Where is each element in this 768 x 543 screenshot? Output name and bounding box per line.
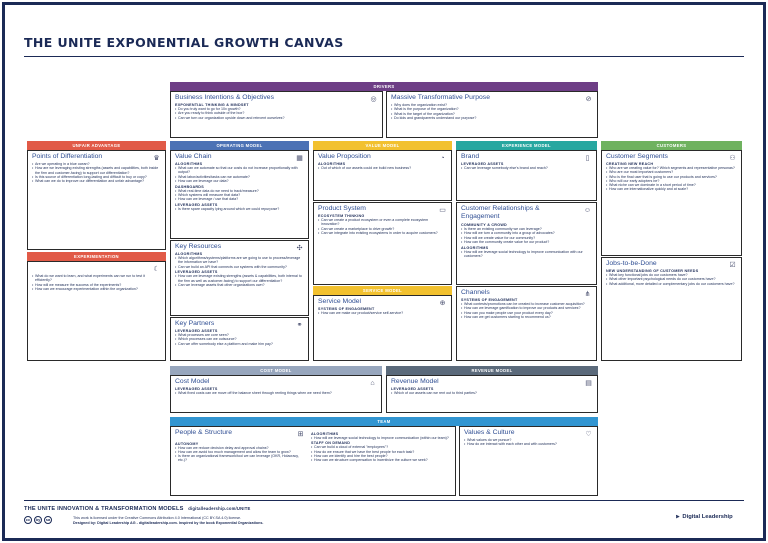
service-model-sub: SYSTEMS OF ENGAGEMENT [318, 307, 375, 311]
tag-icon: ⌂ [370, 380, 375, 387]
list-item: • How can we leverage existing strengths (assets & capabilities, both internal to the firm as well as customer-facing) to support our differentiation? [175, 274, 304, 283]
crown-icon: ♛ [153, 155, 160, 162]
points-of-differentiation-list [32, 162, 161, 183]
list-item: • What do we want to learn, and what experiments can we run to test it efficiently? [32, 274, 161, 283]
customer-segments-title: Customer Segments [606, 153, 668, 160]
channels-title: Channels [461, 289, 490, 296]
jobs-to-be-done-sub: NEW UNDERSTANDING OF CUSTOMER NEEDS [606, 269, 699, 273]
jobs-to-be-done-cell [601, 257, 742, 361]
list-item: • How will we leverage social technology to improve communication with our customers? [461, 250, 592, 259]
list-item: • What processes are core seen? [175, 333, 304, 337]
revenue-model-sub: LEVERAGED ASSETS [391, 387, 434, 391]
bookmark-icon: ▯ [585, 155, 590, 162]
key-partners-cell [170, 317, 309, 361]
list-item: • What values do we pursue? [464, 438, 593, 442]
list-item: • Can we turn our organization upside down and reinvent ourselves? [175, 116, 378, 120]
list-item: • Can we create a product ecosystem or even a complete ecosystem innovation? [318, 218, 447, 227]
key-resources-cell [170, 240, 309, 316]
page-title: THE UNITE EXPONENTIAL GROWTH CANVAS [24, 35, 344, 50]
list-item: • How can we leverage our data? [175, 179, 304, 183]
monitor-icon: ▭ [439, 207, 446, 214]
list-item: • How will we turn a community into a group of advocates? [461, 231, 592, 235]
cost-model-sub: LEVERAGED ASSETS [175, 387, 218, 391]
people-middle-sub-staff: STAFF ON DEMAND [311, 441, 351, 446]
band-drivers: DRIVERS [170, 82, 598, 91]
list-item: • Which of our assets can we rent out to third parties? [391, 391, 593, 395]
values-culture-list [464, 438, 593, 447]
people-structure-sub-autonomy: AUTONOMY [175, 441, 199, 446]
sa-icon: sa [45, 517, 51, 522]
compass-icon: ⊘ [585, 96, 592, 103]
list-item: • Do kids and grandparents understand our purpose? [391, 116, 593, 120]
handshake-icon: ⚭ [296, 322, 303, 329]
credit-line: Designed by: Digital Leadership AG - digitalleadership.com. Inspired by the book Exponential Organizations. [73, 521, 264, 525]
list-item: • How can we get customers starting to recommend us? [461, 315, 592, 319]
brand-list [461, 166, 592, 170]
value-proposition-sub: ALGORITHMS [318, 162, 346, 166]
list-item: • How can we leverage / use that data? [175, 197, 304, 201]
list-item: • What key functional jobs do our customers have? [606, 273, 737, 277]
cc-icon: cc [25, 517, 31, 522]
list-item: • How can we structure compensation to incentivize the culture we seek? [311, 458, 453, 462]
network-icon: ⋔ [584, 291, 591, 298]
org-chart-icon: ⊞ [297, 431, 304, 438]
service-model-list [318, 311, 447, 315]
brand-mark-icon: ⫸ [676, 514, 680, 520]
band-customers: CUSTOMERS [601, 141, 742, 150]
mtp-list [391, 103, 593, 120]
list-item: • How do we ensure that we have the best people for each task? [311, 450, 453, 454]
list-item: • How can you make people use your product every day? [461, 311, 592, 315]
customer-relationships-sub-community: COMMUNITY & CROWD [461, 223, 507, 227]
band-operating-model: OPERATING MODEL [170, 141, 309, 150]
value-proposition-title: Value Proposition [318, 153, 371, 160]
band-cost-model: COST MODEL [170, 366, 382, 375]
band-unfair-advantage: UNFAIR ADVANTAGE [27, 141, 166, 150]
revenue-model-cell [386, 375, 598, 413]
people-structure-cell [170, 426, 456, 496]
customer-relationships-title: Customer Relationships & Engagement [461, 205, 540, 220]
key-resources-list-1 [175, 256, 304, 269]
people-middle-sub-algorithms: ALGORITHMS [311, 431, 339, 436]
license-text [73, 516, 263, 526]
people-structure-list [175, 446, 307, 463]
smiley-icon: ☺ [583, 207, 592, 214]
value-proposition-cell [313, 150, 452, 201]
money-icon: ▤ [585, 380, 592, 387]
value-chain-cell [170, 150, 309, 239]
brand-logo [676, 514, 733, 521]
customer-relationships-list-1 [461, 227, 592, 244]
list-item: • Can we build an API that connects our systems with the community? [175, 265, 304, 269]
list-item: • Is this source of differentiation long-lasting and difficult to buy or copy? [32, 175, 161, 179]
list-item: • What contests/promotions can be created to increase customer acquisition? [461, 302, 592, 306]
cost-model-cell [170, 375, 382, 413]
value-chain-sub-algorithms: ALGORITHMS [175, 162, 203, 166]
value-chain-list-2 [175, 189, 304, 202]
cc-icons [24, 516, 52, 524]
key-resources-sub-leveraged: LEVERAGED ASSETS [175, 270, 218, 275]
moon-icon: ☾ [153, 266, 160, 273]
list-item: • How can we make our product/service self-service? [318, 311, 447, 315]
points-of-differentiation-cell [27, 150, 166, 250]
value-chain-title: Value Chain [175, 153, 212, 160]
customer-relationships-sub-algorithms: ALGORITHMS [461, 245, 489, 250]
key-resources-list-2 [175, 274, 304, 287]
list-item: • How are we leveraging existing strengths (assets and capabilities, both inside the firm and customer-facing) to support our differentiation? [32, 166, 161, 175]
mtp-cell [386, 91, 598, 138]
list-item: • Who is the final user that is going to use our products and services? [606, 175, 737, 179]
jobs-to-be-done-title: Jobs-to-be-Done [606, 260, 657, 267]
list-item: • How can we identify and hire the best people? [311, 454, 453, 458]
list-item: • Out of which of our assets could we build new business? [318, 166, 447, 170]
key-partners-sub: LEVERAGED ASSETS [175, 329, 218, 333]
value-chain-list-1 [175, 166, 304, 183]
list-item: • What other important psychological needs do our customers have? [606, 277, 737, 281]
brand-name: Digital Leadership [682, 514, 733, 520]
list-item: • What is the target of the organization? [391, 112, 593, 116]
list-item: • How will we create value for our community? [461, 236, 592, 240]
band-experimentation: EXPERIMENTATION [27, 252, 166, 261]
list-item: • How will we measure the success of the experiments? [32, 283, 161, 287]
list-item: • Can we leverage assets that other organizations own? [175, 283, 304, 287]
band-team: TEAM [170, 417, 598, 426]
list-item: • What real-time data do we need to track/measure? [175, 189, 304, 193]
title-divider [24, 56, 744, 57]
list-item: • How can we avoid too much management and allow the team to grow? [175, 450, 307, 454]
customer-segments-cell [601, 150, 742, 256]
puzzle-icon: ✣ [296, 245, 303, 252]
mtp-title: Massive Transformative Purpose [391, 94, 490, 101]
gauge-icon: ◔ [440, 155, 445, 162]
footer-title-text: THE UNITE INNOVATION & TRANSFORMATION MODELS [24, 506, 184, 512]
list-item: • What is the purpose of the organization? [391, 107, 593, 111]
band-service-model: SERVICE MODEL [313, 286, 452, 295]
list-item: • How can we reduce decision delay and approval chains? [175, 446, 307, 450]
list-item: • What niche can we dominate in a short period of time? [606, 183, 737, 187]
list-item: • Is there an organizational framework/tool we can leverage (OKR, Holacracy, etc.)? [175, 454, 307, 463]
service-model-title: Service Model [318, 298, 362, 305]
product-system-sub: ECOSYSTEM THINKING [318, 214, 365, 218]
list-item: • Are we operating in a blue ocean? [32, 162, 161, 166]
list-item: • What additional, more detailed or complementary jobs do our customers have? [606, 282, 737, 286]
list-item: • How can we encourage experimentation within the organization? [32, 287, 161, 291]
list-item: • How do we interact with each other and with customers? [464, 442, 593, 446]
business-intentions-cell [170, 91, 383, 138]
business-intentions-title: Business Intentions & Objectives [175, 94, 274, 101]
list-item: • Can we leverage somebody else's brand and reach? [461, 166, 592, 170]
footer-url[interactable]: digitalleadership.com/UNITE [188, 506, 251, 511]
channels-sub: SYSTEMS OF ENGAGEMENT [461, 298, 518, 302]
channels-list [461, 302, 592, 319]
customer-relationships-list-2 [461, 250, 592, 259]
band-experience-model: EXPERIENCE MODEL [456, 141, 597, 150]
people-structure-title: People & Structure [175, 429, 233, 436]
list-item: • What fixed costs can we move off the balance sheet through renting things when we need them? [175, 391, 377, 395]
list-item: • Is there an existing community we can leverage? [461, 227, 592, 231]
product-system-cell [313, 202, 452, 285]
key-partners-list [175, 333, 304, 346]
list-item: • Can we build a cloud of external "employees"? [311, 445, 453, 449]
list-item: • Can we create a marketplace to drive growth? [318, 227, 447, 231]
list-item: • Who will our early adopters be? [606, 179, 737, 183]
list-item: • What can we automate so that our costs do not increase proportionally with output? [175, 166, 304, 175]
list-item: • Can we integrate into existing ecosystems in order to acquire customers? [318, 231, 447, 235]
brand-cell [456, 150, 597, 201]
value-chain-sub-leveraged: LEVERAGED ASSETS [175, 203, 218, 208]
people-icon: ⚇ [729, 155, 736, 162]
customer-segments-sub: CREATING NEW REACH [606, 162, 654, 166]
product-system-title: Product System [318, 205, 366, 212]
service-model-cell [313, 295, 452, 361]
list-item: • Do you truly want to go for 10x growth? [175, 107, 378, 111]
globe-icon: ⊕ [439, 300, 446, 307]
list-item: • How will we leverage social technology to improve communication (within our team)? [311, 436, 453, 440]
experimentation-cell [27, 261, 166, 361]
list-item: • How can we leverage gamification to improve our products and services? [461, 306, 592, 310]
list-item: • Can we offer somebody else a platform and make him pay? [175, 342, 304, 346]
people-middle-list-2 [311, 445, 453, 462]
target-icon: ◎ [370, 96, 377, 103]
list-item: • How can we internationalize quickly and at scale? [606, 187, 737, 191]
heart-icon: ♡ [585, 431, 592, 438]
values-culture-title: Values & Culture [464, 429, 515, 436]
list-item: • Why does the organization exist? [391, 103, 593, 107]
key-resources-title: Key Resources [175, 243, 222, 250]
points-of-differentiation-title: Points of Differentiation [32, 153, 103, 160]
list-item: • What can we do to improve our differentiation and unfair advantage? [32, 179, 161, 183]
product-system-list [318, 218, 447, 235]
jobs-to-be-done-list [606, 273, 737, 286]
band-value-model: VALUE MODEL [313, 141, 452, 150]
values-culture-cell [459, 426, 598, 496]
revenue-model-list [391, 391, 593, 395]
list-item: • Who are our most important customers? [606, 170, 737, 174]
cost-model-list [175, 391, 377, 395]
value-chain-list-3 [175, 207, 304, 211]
key-resources-sub-algorithms: ALGORITHMS [175, 252, 203, 256]
experimentation-list [32, 274, 161, 291]
footer-divider [24, 500, 744, 501]
cost-model-title: Cost Model [175, 378, 210, 385]
brand-sub: LEVERAGED ASSETS [461, 162, 504, 166]
license-line: This work is licensed under the Creative Commons Attribution 4.0 International (CC BY-SA 4.0) license. [73, 516, 242, 520]
customer-relationships-cell [456, 202, 597, 285]
customer-segments-list [606, 166, 737, 192]
list-item: • Which processes can we outsource? [175, 337, 304, 341]
list-item: • Who are we creating value for? Which segments and representative personas? [606, 166, 737, 170]
brand-title: Brand [461, 153, 480, 160]
list-item: • Are you ready to think outside of the box? [175, 111, 378, 115]
revenue-model-title: Revenue Model [391, 378, 439, 385]
channels-cell [456, 286, 597, 361]
list-item: • Which systems will measure that data? [175, 193, 304, 197]
band-revenue-model: REVENUE MODEL [386, 366, 598, 375]
footer-title [24, 506, 250, 512]
list-item: • Is there spare capacity lying around which we could repurpose? [175, 207, 304, 211]
business-intentions-list [175, 107, 378, 120]
checklist-icon: ☑ [729, 262, 736, 269]
by-icon: by [35, 517, 41, 522]
value-chain-sub-dashboards: DASHBOARDS [175, 184, 204, 189]
list-item: • How can the community create value for our product? [461, 240, 592, 244]
grid-icon: ▦ [296, 155, 303, 162]
people-middle-list-1 [311, 436, 453, 440]
list-item: • What labor/activities/tasks can we automate? [175, 175, 304, 179]
value-proposition-list [318, 166, 447, 170]
list-item: • Which algorithms/systems/platforms are we going to use to process/leverage the information we have? [175, 256, 304, 265]
key-partners-title: Key Partners [175, 320, 215, 327]
business-intentions-sub: EXPONENTIAL THINKING & MINDSET [175, 103, 249, 107]
